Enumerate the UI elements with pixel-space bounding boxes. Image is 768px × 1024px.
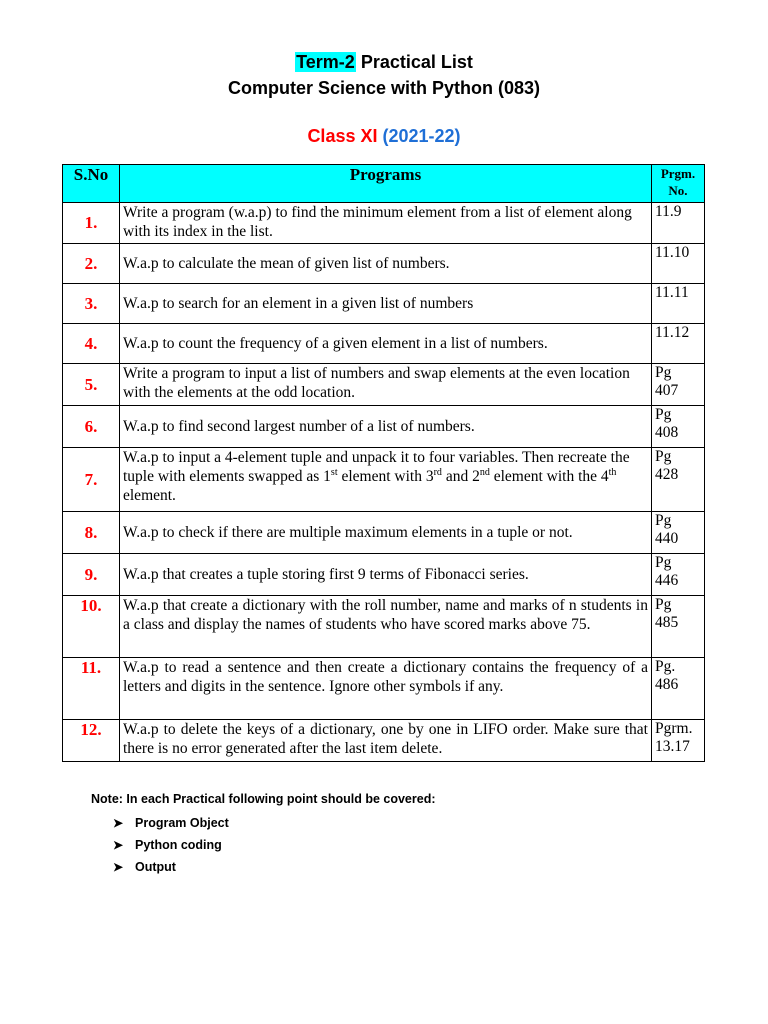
row-ref-line2: 407 (655, 382, 679, 399)
row-ref-line2: 408 (655, 424, 679, 441)
row-sno: 2. (63, 244, 120, 284)
row-prgm-no (652, 406, 705, 448)
list-item-label: Output (135, 860, 176, 874)
row-prgm-no (652, 244, 705, 284)
table-row (63, 448, 705, 512)
row-ref-line1: Pg. (655, 658, 676, 675)
row-ref-line1: Pgrm. (655, 720, 693, 737)
list-item-label: Python coding (135, 838, 222, 852)
row-prgm-no (652, 658, 705, 720)
row-ref-line2: 486 (655, 676, 679, 693)
row-ref-line1: Pg (655, 512, 672, 529)
note-text: Note: In each Practical following point should be covered: (91, 792, 436, 806)
table-row (63, 203, 705, 244)
row-sno: 3. (63, 284, 120, 324)
superscript: nd (479, 466, 490, 478)
row-prgm-no (652, 448, 705, 512)
title-text: Practical List (360, 52, 473, 72)
row-prgm-no (652, 284, 705, 324)
row-program: W.a.p to find second largest number of a list of numbers. (120, 406, 652, 448)
header-prgm-no-line2: No. (668, 183, 688, 198)
row-sno: 1. (63, 203, 120, 244)
row-ref-line1: Pg (655, 554, 672, 571)
row-sno: 4. (63, 324, 120, 364)
row-ref-line1: Pg (655, 448, 672, 465)
page-title (0, 52, 768, 73)
superscript: th (608, 466, 617, 478)
row-ref-line1: 11.9 (655, 203, 682, 220)
table-row (63, 720, 705, 762)
row-sno: 5. (63, 364, 120, 406)
table-row (63, 244, 705, 284)
row-program: W.a.p that create a dictionary with the roll number, name and marks of n students in a class and display the names of students who have scored marks above 75. (120, 596, 652, 658)
row-program: W.a.p to count the frequency of a given element in a list of numbers. (120, 324, 652, 364)
row-program: W.a.p to calculate the mean of given list of numbers. (120, 244, 652, 284)
row-sno: 9. (63, 554, 120, 596)
row-prgm-no (652, 720, 705, 762)
row-program-part: and 2 (441, 468, 480, 485)
row-program: W.a.p that creates a tuple storing first 9 terms of Fibonacci series. (120, 554, 652, 596)
row-program: W.a.p to search for an element in a given list of numbers (120, 284, 652, 324)
list-item (113, 834, 229, 856)
arrow-bullet-icon: ➤ (113, 816, 124, 830)
row-prgm-no (652, 596, 705, 658)
row-prgm-no (652, 364, 705, 406)
class-heading (0, 126, 768, 147)
row-prgm-no (652, 512, 705, 554)
list-item (113, 812, 229, 834)
row-ref-line2: 440 (655, 530, 679, 547)
header-sno: S.No (63, 165, 120, 203)
table-row (63, 554, 705, 596)
table-row (63, 596, 705, 658)
page-subtitle: Computer Science with Python (083) (227, 78, 541, 98)
row-program: Write a program (w.a.p) to find the minimum element from a list of element along with its index in the list. (120, 203, 652, 244)
row-sno: 6. (63, 406, 120, 448)
row-ref-line2: 485 (655, 614, 679, 631)
row-sno: 7. (63, 448, 120, 512)
row-ref-line2: 13.17 (655, 738, 690, 755)
row-program-part: W.a.p to input a 4-element tuple and unpack it to four variables. Then recreate the tuple with elements swapped as 1 (123, 449, 630, 485)
row-ref-line1: 11.12 (655, 324, 690, 341)
arrow-bullet-icon: ➤ (113, 860, 124, 874)
table-header-row (63, 165, 705, 203)
row-ref-line2: 446 (655, 572, 679, 589)
header-prgm-no-line1: Prgm. (660, 166, 696, 181)
row-prgm-no (652, 324, 705, 364)
row-program: W.a.p to delete the keys of a dictionary, one by one in LIFO order. Make sure that there is no error generated after the last item delete. (120, 720, 652, 762)
row-sno: 11. (63, 658, 120, 720)
note-list (113, 812, 229, 878)
table-row (63, 658, 705, 720)
row-sno: 8. (63, 512, 120, 554)
row-program: W.a.p to read a sentence and then create a dictionary contains the frequency of a letters and digits in the sentence. Ignore other symbols if any. (120, 658, 652, 720)
table-row (63, 284, 705, 324)
row-ref-line1: 11.11 (655, 284, 689, 301)
superscript: rd (433, 466, 442, 478)
header-prgm-no (652, 165, 705, 203)
header-programs: Programs (120, 165, 652, 203)
row-sno: 10. (63, 596, 120, 658)
row-program: W.a.p to check if there are multiple maximum elements in a tuple or not. (120, 512, 652, 554)
list-item (113, 856, 229, 878)
row-program-part: element with the 4 (489, 468, 609, 485)
row-program (120, 448, 652, 512)
row-ref-line1: Pg (655, 596, 672, 613)
practical-table (62, 164, 705, 762)
row-ref-line2: 428 (655, 466, 679, 483)
arrow-bullet-icon: ➤ (113, 838, 124, 852)
row-ref-line1: Pg (655, 364, 672, 381)
table-row (63, 406, 705, 448)
row-prgm-no (652, 203, 705, 244)
year-label: (2021-22) (382, 126, 461, 146)
table-row (63, 512, 705, 554)
row-sno: 12. (63, 720, 120, 762)
class-label: Class XI (307, 126, 378, 146)
row-program-part: element with 3 (337, 468, 434, 485)
row-prgm-no (652, 554, 705, 596)
superscript: st (330, 466, 338, 478)
term-label: Term-2 (296, 52, 355, 72)
list-item-label: Program Object (135, 816, 229, 830)
table-row (63, 324, 705, 364)
table-row (63, 364, 705, 406)
row-ref-line1: 11.10 (655, 244, 690, 261)
row-program-part: element. (123, 487, 176, 504)
row-ref-line1: Pg (655, 406, 672, 423)
row-program: Write a program to input a list of numbers and swap elements at the even location with the elements at the odd location. (120, 364, 652, 406)
